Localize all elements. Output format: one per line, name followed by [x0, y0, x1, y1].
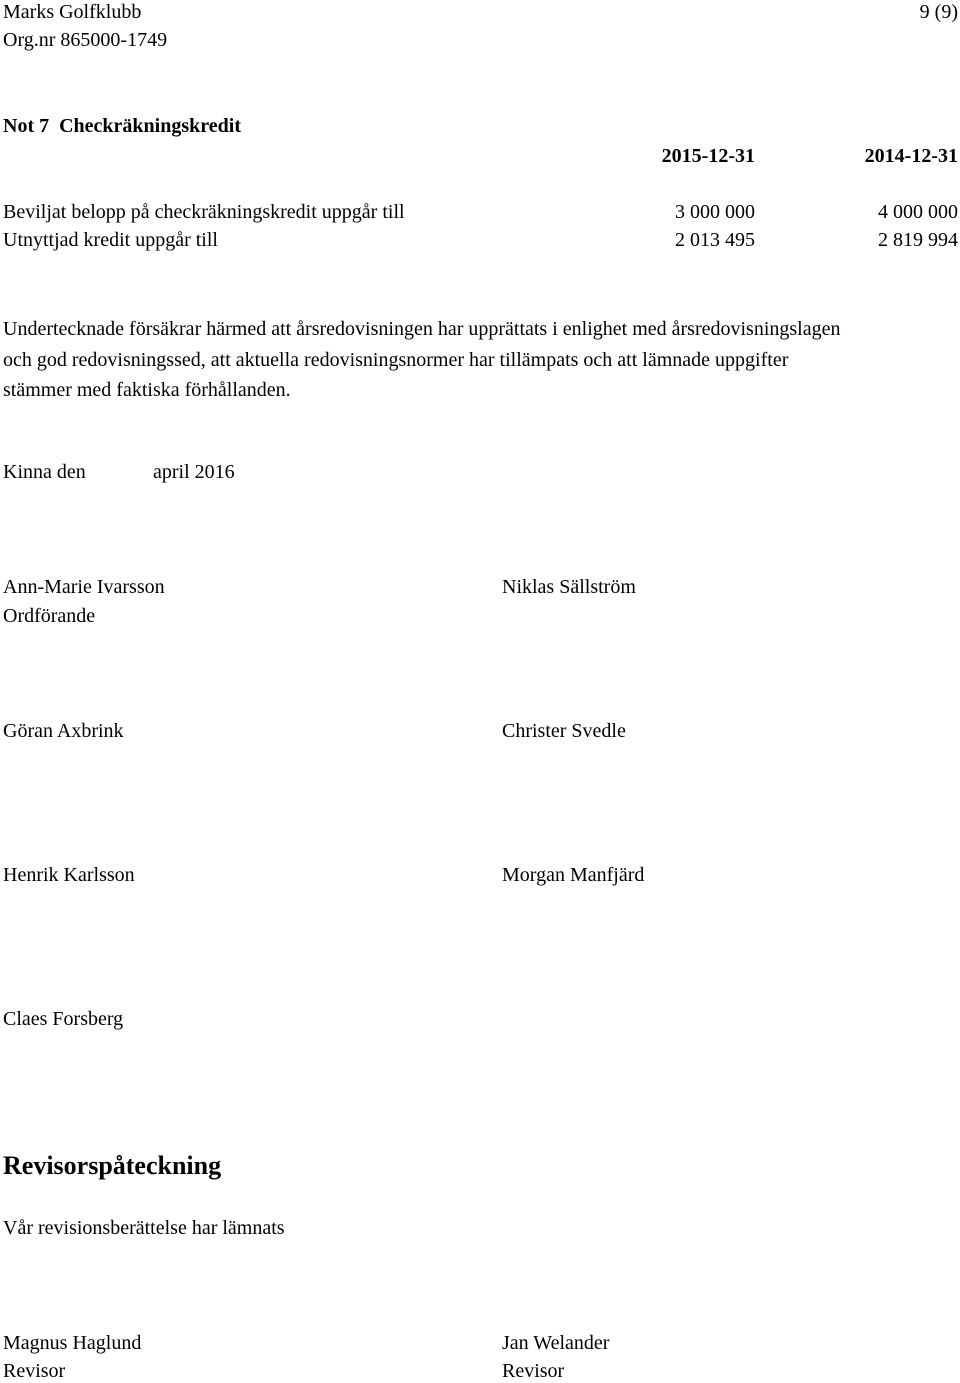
- signatory-name: Morgan Manfjärd: [502, 864, 645, 886]
- row-value-2014: 2 819 994: [878, 229, 958, 251]
- auditor-role: Revisor: [502, 1360, 565, 1382]
- signatory-name: Christer Svedle: [502, 720, 626, 742]
- auditor-name: Magnus Haglund: [3, 1332, 142, 1354]
- signatory-role: Ordförande: [3, 605, 96, 627]
- affirmation-paragraph: [3, 314, 953, 406]
- audit-statement: Vår revisionsberättelse har lämnats: [3, 1217, 285, 1239]
- page-number: 9 (9): [919, 1, 958, 23]
- affirmation-line: och god redovisningssed, att aktuella redovisningsnormer har tillämpats och att lämnade uppgifter: [3, 348, 789, 371]
- row-label: Beviljat belopp på checkräkningskredit uppgår till: [3, 201, 405, 223]
- row-value-2014: 4 000 000: [878, 201, 958, 223]
- note-title: Not 7 Checkräkningskredit: [3, 115, 241, 137]
- row-value-2015: 3 000 000: [675, 201, 755, 223]
- org-number: Org.nr 865000-1749: [3, 29, 168, 51]
- signing-date: april 2016: [153, 461, 235, 483]
- affirmation-line: Undertecknade försäkrar härmed att årsredovisningen har upprättats i enlighet med årsredovisningslagen: [3, 318, 841, 340]
- row-label: Utnyttjad kredit uppgår till: [3, 229, 218, 251]
- column-header-2015: 2015-12-31: [661, 145, 755, 167]
- auditor-name: Jan Welander: [502, 1332, 610, 1354]
- column-header-2014: 2014-12-31: [864, 145, 958, 167]
- signatory-name: Ann-Marie Ivarsson: [3, 576, 165, 598]
- place-label: Kinna den: [3, 461, 86, 483]
- signatory-name: Göran Axbrink: [3, 720, 124, 742]
- auditor-role: Revisor: [3, 1360, 66, 1382]
- signatory-name: Henrik Karlsson: [3, 864, 135, 886]
- org-name: Marks Golfklubb: [3, 1, 142, 23]
- signatory-name: Claes Forsberg: [3, 1008, 124, 1030]
- affirmation-line: stämmer med faktiska förhållanden.: [3, 379, 291, 401]
- row-value-2015: 2 013 495: [675, 229, 755, 251]
- audit-section-title: Revisorspåteckning: [3, 1151, 222, 1180]
- signatory-name: Niklas Sällström: [502, 576, 636, 598]
